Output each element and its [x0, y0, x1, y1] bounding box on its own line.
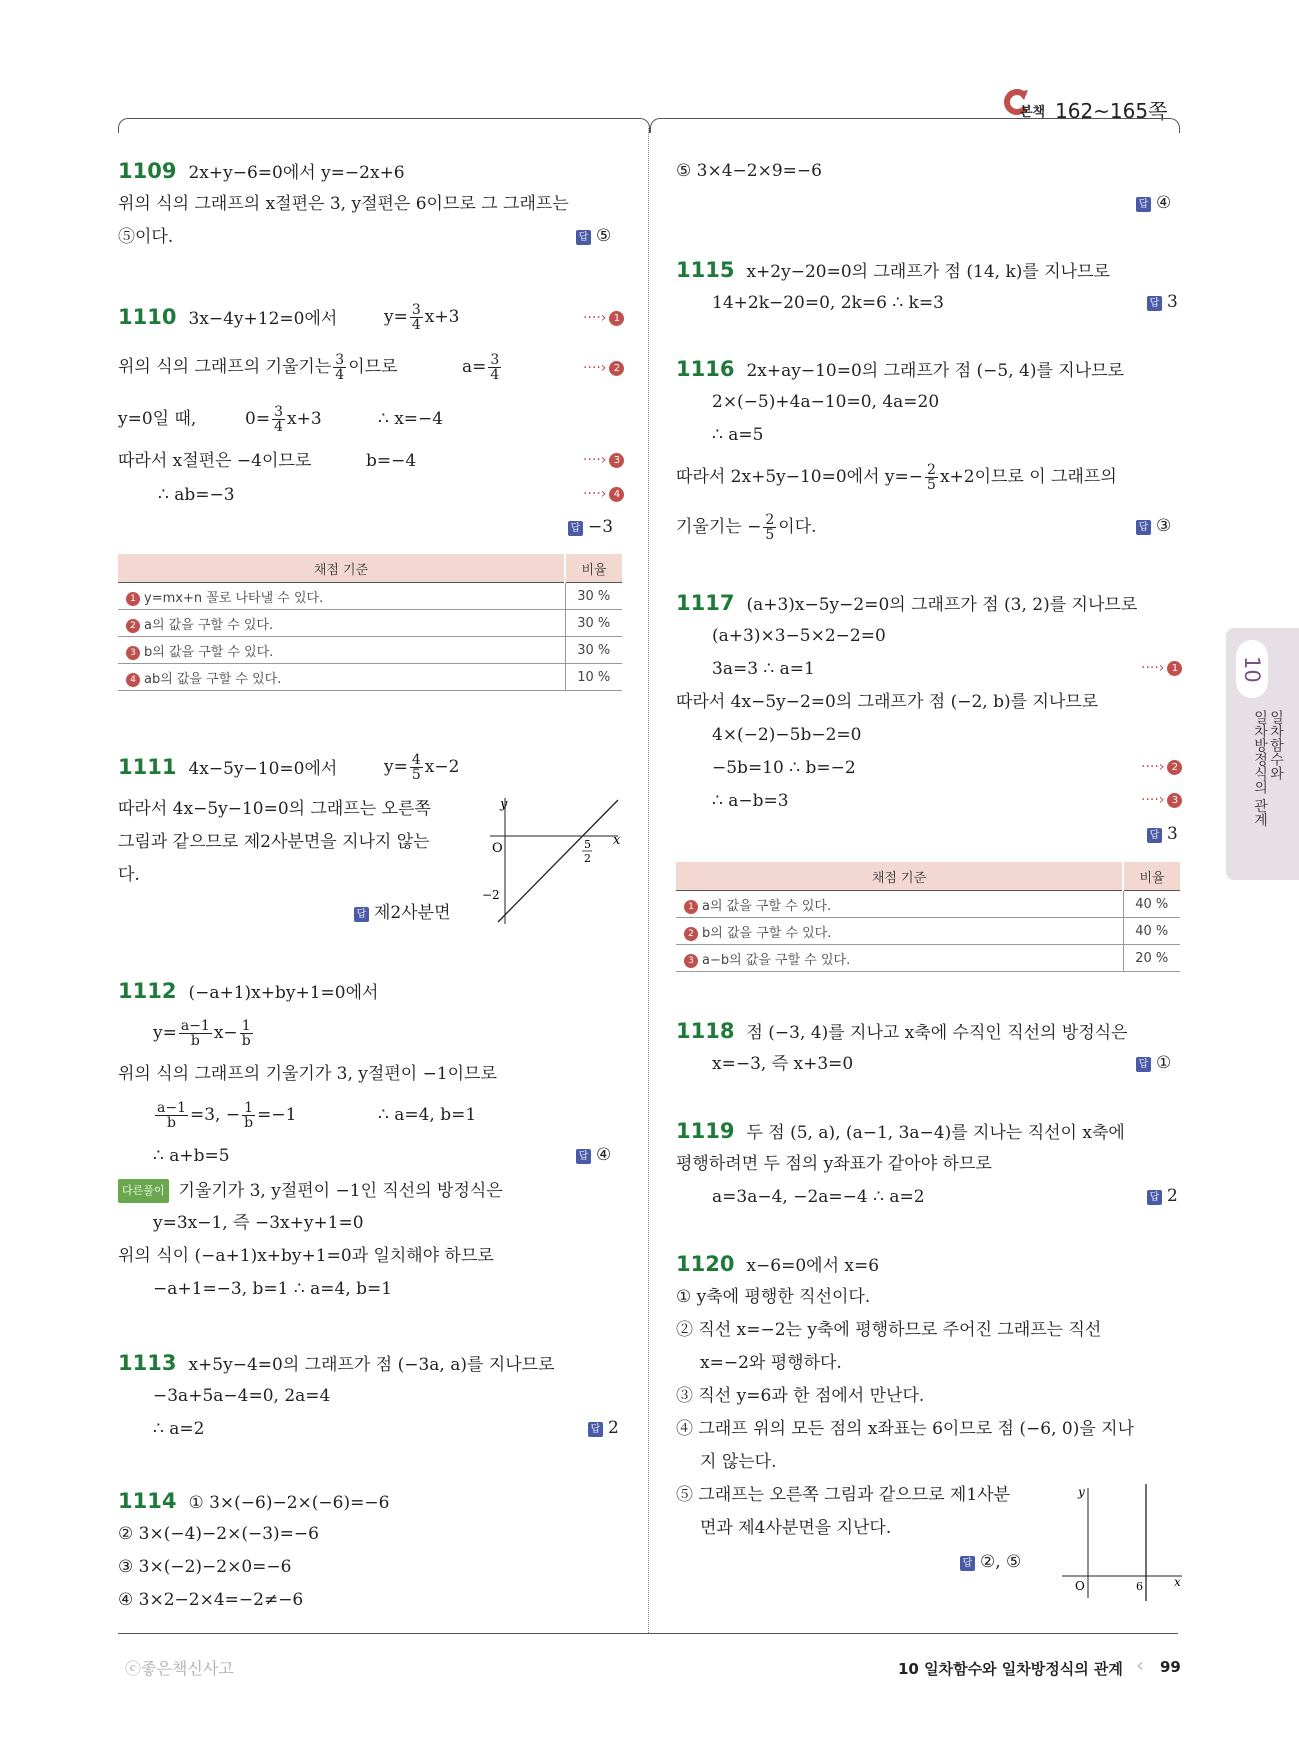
- step-marker-3: ····› 3: [1141, 792, 1182, 808]
- problem-1117-line4: 따라서 4x−5y−2=0의 그래프가 점 (−2, b)를 지나므로: [676, 692, 1099, 712]
- problem-1110-eq3b: ∴ x=−4: [378, 409, 444, 429]
- problem-1110-eq3: 0= $\frac{3}{4}$ x+3: [245, 403, 322, 435]
- column-divider: [648, 128, 649, 1633]
- problem-1111-line3: 그림과 같으므로 제2사분면을 지나지 않는: [118, 832, 430, 852]
- problem-1119-line2: 평행하려면 두 점의 y좌표가 같아야 하므로: [676, 1154, 992, 1174]
- problem-1111-line2: 따라서 4x−5y−10=0의 그래프는 오른쪽: [118, 799, 431, 819]
- chevron-left-icon: ‹: [1136, 1653, 1144, 1677]
- book-label: 본책: [1020, 105, 1046, 120]
- problem-1110-eq2: a= $\frac{3}{4}$: [462, 351, 500, 383]
- problem-1118-line1: 1118 점 (−3, 4)를 지나고 x축에 수직인 직선의 방정식은: [676, 1019, 1128, 1043]
- answer-1111: 답 제2사분면: [354, 898, 451, 923]
- problem-1109-line3: ⑤이다.: [118, 227, 174, 247]
- answer-1120: 답 ②, ⑤: [960, 1552, 1021, 1572]
- x-value-label: 6: [1136, 1580, 1143, 1593]
- step-marker-4: ····› 4: [583, 486, 624, 502]
- problem-1110-line1: 1110 3x−4y+12=0에서: [118, 305, 338, 329]
- problem-1111-line1: 1111 4x−5y−10=0에서: [118, 755, 338, 779]
- y-axis-label: y: [500, 797, 508, 812]
- problem-1113-line2: −3a+5a−4=0, 2a=4: [153, 1386, 331, 1406]
- x-axis-label: x: [613, 833, 620, 848]
- problem-1120-line4: x=−2와 평행하다.: [700, 1353, 842, 1373]
- problem-1116-line3: ∴ a=5: [712, 425, 764, 445]
- problem-1120-line7: 지 않는다.: [700, 1452, 777, 1472]
- problem-1112-alt2: y=3x−1, 즉 −3x+y+1=0: [153, 1213, 364, 1233]
- problem-1120-line6: ④ 그래프 위의 모든 점의 x좌표는 6이므로 점 (−6, 0)을 지나: [676, 1419, 1135, 1439]
- problem-1113-line3: ∴ a=2: [153, 1419, 205, 1439]
- rubric-row: 1 a의 값을 구할 수 있다. 40 %: [676, 891, 1180, 918]
- answer-1110: 답 −3: [568, 517, 613, 537]
- problem-1117-line1: 1117 (a+3)x−5y−2=0의 그래프가 점 (3, 2)를 지나므로: [676, 591, 1138, 615]
- origin-label: O: [492, 841, 503, 856]
- answer-1119: 답 2: [1147, 1186, 1178, 1206]
- rubric-row: 1 y=mx+n 꼴로 나타낼 수 있다. 30 %: [118, 583, 622, 610]
- chapter-side-tab[interactable]: [1226, 628, 1299, 880]
- alt-solution-badge: 다른풀이: [118, 1179, 169, 1203]
- rubric-table-1110: 채점 기준 비율 1 y=mx+n 꼴로 나타낼 수 있다. 30 % 2 a의 값을 구할 수 있다. 30 % 3 b의 값을 구할 수 있다. 30 % 4 ab의 값을 구할 수 있다. 10 %: [118, 554, 622, 691]
- x-intercept-num: 5: [584, 838, 591, 851]
- problem-1119-line3: a=3a−4, −2a=−4 ∴ a=2: [712, 1187, 925, 1207]
- problem-1117-line5: 4×(−2)−5b−2=0: [712, 725, 862, 745]
- problem-1112-alt4: −a+1=−3, b=1 ∴ a=4, b=1: [153, 1279, 393, 1299]
- step-marker-3: ····› 3: [583, 452, 624, 468]
- problem-1113-line1: 1113 x+5y−4=0의 그래프가 점 (−3a, a)를 지나므로: [118, 1351, 555, 1375]
- answer-1115: 답 3: [1147, 292, 1178, 312]
- problem-1116-line1: 1116 2x+ay−10=0의 그래프가 점 (−5, 4)를 지나므로: [676, 357, 1124, 381]
- problem-1116-line4: 따라서 2x+5y−10=0에서 y=− $\frac{2}{5}$ x+2이므로 이 그래프의: [676, 461, 1117, 493]
- problem-1110-line4: 따라서 x절편은 −4이므로: [118, 451, 312, 471]
- footer-rule: [118, 1633, 1178, 1634]
- step-marker-2: ····› 2: [583, 360, 624, 376]
- problem-1110-eq4: b=−4: [366, 451, 417, 471]
- problem-1119-line1: 1119 두 점 (5, a), (a−1, 3a−4)를 지나는 직선이 x축에: [676, 1119, 1125, 1143]
- rubric-row: 2 b의 값을 구할 수 있다. 40 %: [676, 918, 1180, 945]
- step-marker-1: ····› 1: [1141, 660, 1182, 676]
- problem-1114-line5: ⑤ 3×4−2×9=−6: [676, 161, 822, 181]
- y-axis-label: y: [1078, 1485, 1085, 1499]
- graph-1120: [1060, 1480, 1185, 1605]
- problem-1114-line2: ② 3×(−4)−2×(−3)=−6: [118, 1524, 319, 1544]
- problem-1110-line5: ∴ ab=−3: [158, 485, 235, 505]
- chapter-title: 일차함수와 일차방정식의 관계: [1252, 710, 1284, 827]
- chapter-number: 10: [1236, 640, 1268, 698]
- problem-1109-line1: 1109 2x+y−6=0에서 y=−2x+6: [118, 159, 405, 183]
- problem-1112-line2: y= $\frac{a-1}{b}$ x− $\frac{1}{b}$: [153, 1017, 251, 1049]
- x-intercept-den: 2: [584, 852, 591, 865]
- problem-1114-line3: ③ 3×(−2)−2×0=−6: [118, 1557, 292, 1577]
- answer-1109: 답 ⑤: [576, 226, 611, 246]
- graph-line: [498, 800, 618, 922]
- y-intercept-label: −2: [482, 888, 500, 902]
- problem-1112-alt3: 위의 식이 (−a+1)x+by+1=0과 일치해야 하므로: [118, 1246, 494, 1266]
- problem-1112-line4b: ∴ a=4, b=1: [378, 1105, 477, 1125]
- problem-1112-line5: ∴ a+b=5: [153, 1146, 230, 1166]
- footer-chapter-label: 10 일차함수와 일차방정식의 관계: [898, 1660, 1123, 1678]
- problem-1117-line2: (a+3)×3−5×2−2=0: [712, 626, 886, 646]
- answer-1114: 답 ④: [1136, 193, 1171, 213]
- problem-1114-line1: 1114 ① 3×(−6)−2×(−6)=−6: [118, 1489, 390, 1513]
- problem-1110-line3: y=0일 때,: [118, 409, 197, 429]
- problem-1112-line3: 위의 식의 그래프의 기울기가 3, y절편이 −1이므로: [118, 1064, 497, 1084]
- answer-1112: 답 ④: [576, 1145, 611, 1165]
- problem-1110-eq1: y= $\frac{3}{4}$ x+3: [384, 301, 460, 333]
- answer-1113: 답 2: [588, 1418, 619, 1438]
- problem-1114-line4: ④ 3×2−2×4=−2≠−6: [118, 1590, 304, 1610]
- problem-1110-line2: 위의 식의 그래프의 기울기는 $\frac{3}{4}$ 이므로: [118, 351, 398, 383]
- problem-1112-line4: $\frac{a-1}{b}$ =3, − $\frac{1}{b}$ =−1: [157, 1099, 297, 1131]
- rubric-row: 3 b의 값을 구할 수 있다. 30 %: [118, 637, 622, 664]
- answer-1118: 답 ①: [1136, 1053, 1171, 1073]
- rubric-row: 3 a−b의 값을 구할 수 있다. 20 %: [676, 945, 1180, 972]
- graph-1111: [480, 796, 620, 926]
- x-axis-label: x: [1174, 1575, 1181, 1589]
- problem-1118-line2: x=−3, 즉 x+3=0: [712, 1054, 854, 1074]
- right-column-frame: [650, 118, 1180, 133]
- problem-1109-line2: 위의 식의 그래프의 x절편은 3, y절편은 6이므로 그 그래프는: [118, 194, 569, 214]
- problem-1120-line2: ① y축에 평행한 직선이다.: [676, 1287, 871, 1307]
- problem-1117-line3: 3a=3 ∴ a=1: [712, 659, 815, 679]
- problem-1111-eq1: y= $\frac{4}{5}$ x−2: [384, 751, 460, 783]
- publisher-watermark: ⓒ좋은책신사고: [125, 1659, 234, 1678]
- origin-label: O: [1075, 1579, 1085, 1593]
- rubric-row: 2 a의 값을 구할 수 있다. 30 %: [118, 610, 622, 637]
- problem-1115-line1: 1115 x+2y−20=0의 그래프가 점 (14, k)를 지나므로: [676, 258, 1110, 282]
- problem-1112-alt1: 다른풀이 기울기가 3, y절편이 −1인 직선의 방정식은: [118, 1179, 503, 1203]
- problem-1112-line1: 1112 (−a+1)x+by+1=0에서: [118, 979, 379, 1003]
- problem-1117-line7: ∴ a−b=3: [712, 791, 789, 811]
- rubric-row: 4 ab의 값을 구할 수 있다. 10 %: [118, 664, 622, 691]
- problem-1116-line5: 기울기는 − $\frac{2}{5}$ 이다.: [676, 511, 817, 543]
- answer-1116: 답 ③: [1136, 516, 1171, 536]
- problem-1120-line5: ③ 직선 y=6과 한 점에서 만난다.: [676, 1386, 925, 1406]
- problem-1117-line6: −5b=10 ∴ b=−2: [712, 758, 856, 778]
- rubric-table-1117: 채점 기준 비율 1 a의 값을 구할 수 있다. 40 % 2 b의 값을 구할 수 있다. 40 % 3 a−b의 값을 구할 수 있다. 20 %: [676, 862, 1180, 972]
- problem-1120-line8: ⑤ 그래프는 오른쪽 그림과 같으므로 제1사분: [676, 1485, 1011, 1505]
- problem-1115-line2: 14+2k−20=0, 2k=6 ∴ k=3: [712, 293, 944, 313]
- answer-1117: 답 3: [1147, 824, 1178, 844]
- step-marker-1: ····› 1: [583, 310, 624, 326]
- problem-1111-line4: 다.: [118, 865, 140, 885]
- step-marker-2: ····› 2: [1141, 759, 1182, 775]
- problem-1120-line1: 1120 x−6=0에서 x=6: [676, 1252, 880, 1276]
- problem-1120-line3: ② 직선 x=−2는 y축에 평행하므로 주어진 그래프는 직선: [676, 1320, 1102, 1340]
- page-number: 99: [1160, 1658, 1181, 1676]
- problem-1120-line9: 면과 제4사분면을 지난다.: [700, 1518, 892, 1538]
- page-range: 162~165쪽: [1055, 99, 1168, 123]
- problem-1116-line2: 2×(−5)+4a−10=0, 4a=20: [712, 392, 940, 412]
- left-column-frame: [118, 118, 650, 133]
- problem-number: 1109: [118, 159, 177, 183]
